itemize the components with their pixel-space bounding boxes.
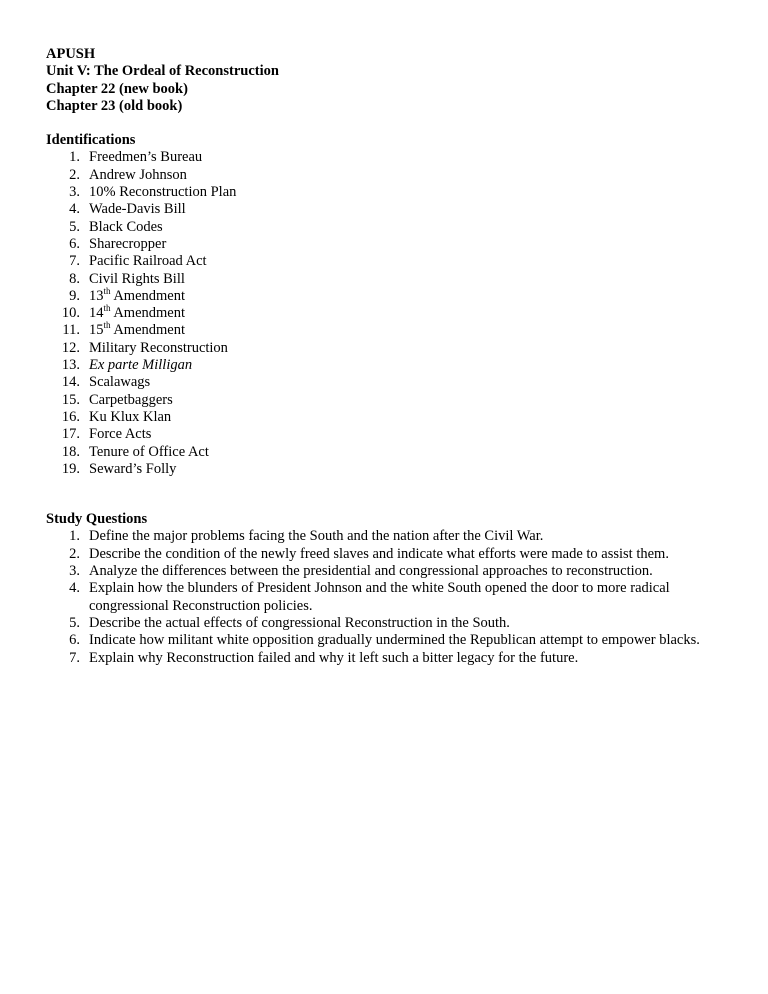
- item-number: 4.: [69, 201, 80, 218]
- list-item: [46, 461, 736, 478]
- list-item: [46, 271, 736, 288]
- item-number: 4.: [69, 580, 80, 597]
- item-number: 18.: [61, 443, 80, 460]
- item-number: 1.: [69, 149, 80, 166]
- item-text: Force Acts: [89, 426, 152, 443]
- item-text: Indicate how militant white opposition gradually undermined the Republican attempt to empower blacks.: [89, 632, 700, 649]
- identifications-list: [46, 149, 736, 478]
- item-text: Amendment: [110, 322, 186, 339]
- item-text: Civil Rights Bill: [89, 270, 185, 287]
- list-item: [46, 285, 736, 305]
- list-item: [46, 580, 736, 615]
- item-number: 15.: [61, 391, 80, 408]
- item-number: 14.: [61, 374, 80, 391]
- item-text: Explain why Reconstruction failed and why it left such a bitter legacy for the future.: [89, 649, 579, 666]
- item-text: Define the major problems facing the South and the nation after the Civil War.: [89, 528, 544, 545]
- item-text: Describe the actual effects of congressional Reconstruction in the South.: [89, 614, 510, 631]
- item-text: Seward’s Folly: [89, 460, 177, 477]
- list-item: [46, 528, 736, 545]
- item-text: Freedmen’s Bureau: [89, 149, 203, 166]
- item-number: 13.: [61, 357, 80, 374]
- study-questions-section: [46, 511, 736, 667]
- chapter-new-book: Chapter 22 (new book): [46, 80, 188, 97]
- item-number: 17.: [61, 426, 80, 443]
- item-number: 6.: [69, 632, 80, 649]
- item-text: Sharecropper: [89, 235, 167, 252]
- item-text: Tenure of Office Act: [89, 443, 209, 460]
- item-number: 12.: [61, 339, 80, 356]
- list-item: [46, 322, 736, 339]
- list-item: [46, 374, 736, 391]
- item-number: 2.: [69, 545, 80, 562]
- item-text: Amendment: [110, 287, 186, 304]
- item-text: Carpetbaggers: [89, 391, 173, 408]
- unit-title: Unit V: The Ordeal of Reconstruction: [46, 63, 279, 80]
- list-item: [46, 253, 736, 270]
- item-text: Describe the condition of the newly freed slaves and indicate what efforts were made to assist them.: [89, 545, 669, 562]
- list-item: [46, 409, 736, 426]
- document-page: [46, 46, 736, 667]
- list-item: [46, 219, 736, 236]
- list-item: [46, 650, 736, 667]
- list-item: [46, 340, 736, 357]
- list-item: [46, 392, 736, 409]
- identifications-heading: Identifications: [46, 132, 136, 149]
- item-number: 11.: [62, 322, 80, 339]
- list-item: [46, 236, 736, 253]
- item-number: 8.: [69, 270, 80, 287]
- list-item: [46, 201, 736, 218]
- item-ordinal: 14: [89, 305, 104, 322]
- item-ordinal: 13: [89, 287, 104, 304]
- item-ordinal-suffix: th: [103, 285, 111, 296]
- item-text: Andrew Johnson: [89, 166, 187, 183]
- list-item: [46, 149, 736, 166]
- document-header: [46, 46, 736, 115]
- item-number: 7.: [69, 253, 80, 270]
- list-item: [46, 184, 736, 201]
- item-number: 2.: [69, 166, 80, 183]
- item-ordinal: 15: [89, 322, 104, 339]
- item-ordinal-suffix: th: [103, 303, 111, 314]
- item-text: Analyze the differences between the presidential and congressional approaches to reconstruction.: [89, 563, 653, 580]
- item-text: Amendment: [110, 305, 186, 322]
- item-text: Black Codes: [89, 218, 163, 235]
- list-item: [46, 426, 736, 443]
- item-number: 5.: [69, 218, 80, 235]
- list-item: [46, 563, 736, 580]
- item-number: 10.: [61, 305, 80, 322]
- item-number: 19.: [61, 460, 80, 477]
- item-text: Scalawags: [89, 374, 151, 391]
- identifications-section: [46, 132, 736, 478]
- chapter-old-book: Chapter 23 (old book): [46, 97, 183, 114]
- item-number: 3.: [69, 184, 80, 201]
- item-number: 16.: [61, 408, 80, 425]
- list-item: [46, 305, 736, 322]
- study-questions-list: [46, 528, 736, 666]
- item-text: 10% Reconstruction Plan: [89, 184, 237, 201]
- item-number: 3.: [69, 563, 80, 580]
- item-text: Pacific Railroad Act: [89, 253, 207, 270]
- item-number: 1.: [69, 528, 80, 545]
- item-ordinal-suffix: th: [103, 320, 111, 331]
- list-item: [46, 167, 736, 184]
- item-text: Ex parte Milligan: [89, 357, 193, 374]
- item-number: 7.: [69, 649, 80, 666]
- list-item: [46, 546, 736, 563]
- list-item: [46, 357, 736, 374]
- item-text: Wade-Davis Bill: [89, 201, 186, 218]
- item-text: Explain how the blunders of President Johnson and the white South opened the door to more radical congressional Reconstruction policies.: [89, 580, 670, 614]
- list-item: [46, 615, 736, 632]
- course-title: APUSH: [46, 46, 96, 62]
- item-number: 9.: [69, 287, 80, 304]
- list-item: [46, 444, 736, 461]
- item-text: Ku Klux Klan: [89, 408, 172, 425]
- list-item: [46, 632, 736, 649]
- item-number: 6.: [69, 235, 80, 252]
- study-questions-heading: Study Questions: [46, 511, 148, 528]
- item-text: Military Reconstruction: [89, 339, 228, 356]
- item-number: 5.: [69, 614, 80, 631]
